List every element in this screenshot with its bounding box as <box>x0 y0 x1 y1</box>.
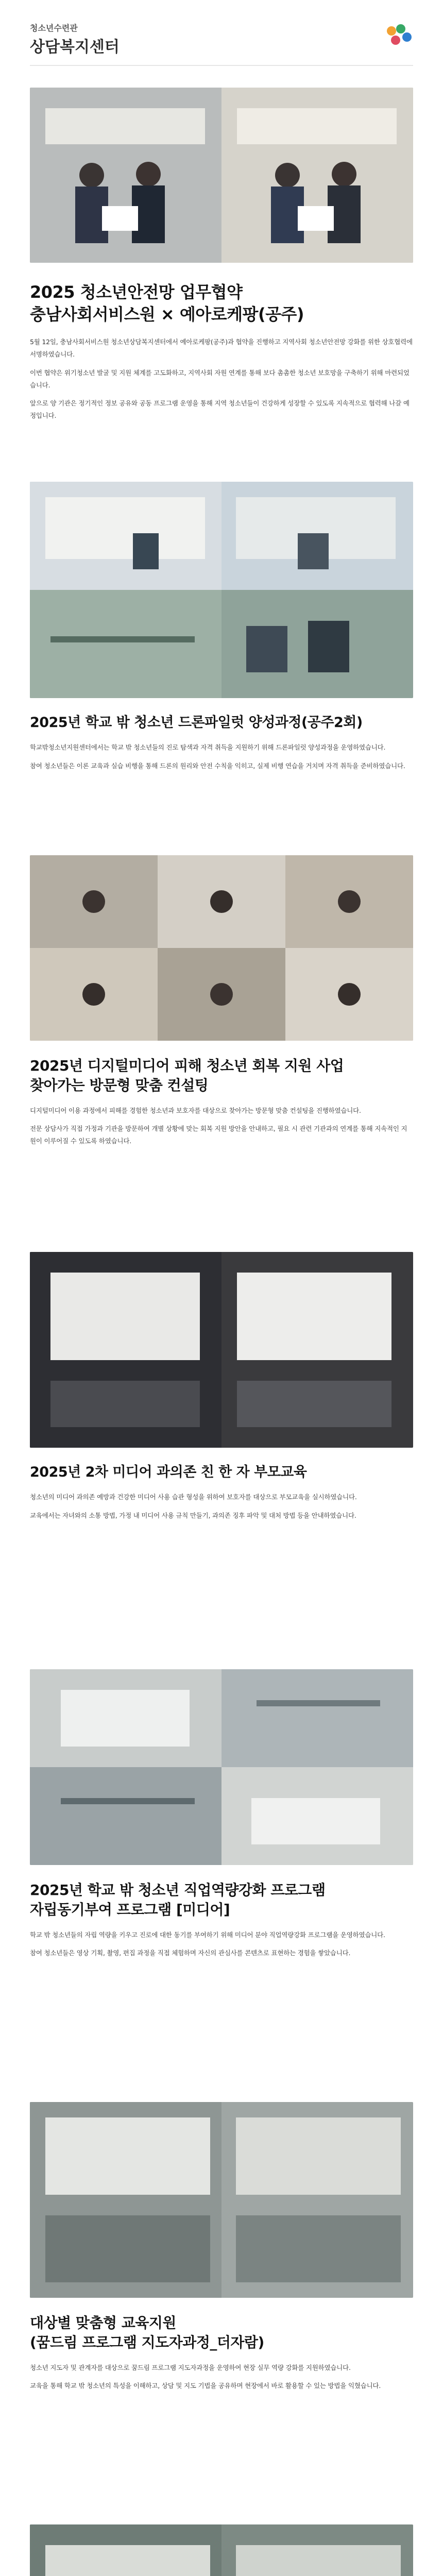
article-paragraph: 학교밖청소년지원센터에서는 학교 밖 청소년들의 진로 탐색과 자격 취득을 지원하기 위해 드론파일럿 양성과정을 운영하였습니다. <box>30 743 386 752</box>
media-program-photo <box>30 1669 413 1865</box>
article-photo <box>30 1252 413 1448</box>
article-title-line: 2025년 2차 미디어 과의존 친 한 자 부모교육 <box>30 1464 307 1480</box>
parent-education-photo <box>30 1252 413 1448</box>
article-photo <box>30 1669 413 1865</box>
article-paragraph: 이번 협약은 위기청소년 발굴 및 지원 체계를 고도화하고, 지역사회 자원 연계를 통해 보다 촘촘한 청소년 보호망을 구축하기 위해 마련되었습니다. <box>30 368 410 389</box>
article-title <box>30 1880 413 1920</box>
news-article <box>30 482 413 778</box>
article-title-line: 2025년 학교 밖 청소년 드론파일럿 양성과정(공주2회) <box>30 715 363 731</box>
news-article <box>30 2102 413 2398</box>
header <box>0 0 443 77</box>
article-title-line: 찾아가는 방문형 맞춤 컨설팅 <box>30 1076 209 1094</box>
article-title <box>30 1463 413 1482</box>
article-paragraph: 앞으로 양 기관은 정기적인 정보 공유와 공동 프로그램 운영을 통해 지역 청소년들이 건강하게 성장할 수 있도록 지속적으로 협력해 나갈 예정입니다. <box>30 399 410 420</box>
drone-class-photo <box>30 482 413 698</box>
article-paragraph: 학교 밖 청소년들의 자립 역량을 키우고 진로에 대한 동기를 부여하기 위해 미디어 분야 직업역량강화 프로그램을 운영하였습니다. <box>30 1930 385 1939</box>
article-title-line: 자립동기부여 프로그램 [미디어] <box>30 1901 230 1918</box>
article-paragraph: 교육에서는 자녀와의 소통 방법, 가정 내 미디어 사용 규칙 만들기, 과의존 징후 파악 및 대처 방법 등을 안내하였습니다. <box>30 1512 356 1520</box>
article-paragraph: 교육을 통해 학교 밖 청소년의 특성을 이해하고, 상담 및 지도 기법을 공유하며 현장에서 바로 활용할 수 있는 방법을 익혔습니다. <box>30 2382 381 2390</box>
article-paragraph: 5월 12일, 충남사회서비스원 청소년상담복지센터에서 예아로케팡(공주)과 협약을 진행하고 지역사회 청소년안전망 강화를 위한 상호협력에 서명하였습니다. <box>30 338 413 359</box>
center-subtitle: 청소년수련관 <box>30 23 78 33</box>
article-title <box>30 2313 413 2352</box>
article-paragraph: 디지털미디어 이용 과정에서 피해를 경험한 청소년과 보호자를 대상으로 찾아가는 방문형 맞춤 컨설팅을 진행하였습니다. <box>30 1106 361 1114</box>
article-photo <box>30 88 413 263</box>
article-title-line: 대상별 맞춤형 교육지원 <box>30 2314 176 2331</box>
article-title-line: 충남사회서비스원 × 예아로케팡(공주) <box>30 304 304 325</box>
article-body <box>30 1491 413 1522</box>
organization-logo <box>383 20 414 50</box>
header-divider <box>30 65 413 66</box>
article-photo <box>30 855 413 1041</box>
article-title <box>30 281 413 326</box>
article-title-line: 2025년 학교 밖 청소년 직업역량강화 프로그램 <box>30 1882 326 1899</box>
article-body <box>30 741 413 772</box>
article-title-line: 2025 청소년안전망 업무협약 <box>30 282 243 302</box>
article-body <box>30 2362 413 2393</box>
article-body <box>30 1929 413 1960</box>
article-body <box>30 336 413 422</box>
news-article <box>30 2524 413 2576</box>
center-title: 상담복지센터 <box>30 38 120 56</box>
article-paragraph: 청소년의 미디어 과의존 예방과 건강한 미디어 사용 습관 형성을 위하여 보호자를 대상으로 부모교육을 실시하였습니다. <box>30 1493 357 1501</box>
article-paragraph: 참여 청소년들은 이론 교육과 실습 비행을 통해 드론의 원리와 안전 수칙을 익히고, 실제 비행 연습을 거치며 자격 취득을 준비하였습니다. <box>30 762 405 770</box>
article-title <box>30 1056 413 1095</box>
article-paragraph: 전문 상담사가 직접 가정과 기관을 방문하여 개별 상황에 맞는 회복 지원 방안을 안내하고, 필요 시 관련 기관과의 연계를 통해 지속적인 지원이 이루어질 수 있도록 하였습니다. <box>30 1125 407 1145</box>
article-title-line: 2025년 디지털미디어 피해 청소년 회복 지원 사업 <box>30 1057 344 1074</box>
news-article <box>30 88 413 428</box>
article-photo <box>30 482 413 698</box>
news-article <box>30 1669 413 1965</box>
article-photo <box>30 2102 413 2298</box>
article-paragraph: 참여 청소년들은 영상 기획, 촬영, 편집 과정을 직접 체험하며 자신의 관심사를 콘텐츠로 표현하는 경험을 쌓았습니다. <box>30 1949 351 1957</box>
team-building-photo <box>30 2524 413 2576</box>
news-article <box>30 1252 413 1528</box>
article-paragraph: 청소년 지도자 및 관계자를 대상으로 꿈드림 프로그램 지도자과정을 운영하여 현장 실무 역량 강화를 지원하였습니다. <box>30 2363 351 2371</box>
leader-course-photo <box>30 2102 413 2298</box>
article-body <box>30 1105 413 1147</box>
article-photo <box>30 2524 413 2576</box>
signing-ceremony-photo <box>30 88 413 263</box>
news-article <box>30 855 413 1154</box>
article-title <box>30 714 413 732</box>
article-title-line: (꿈드림 프로그램 지도자과정_더자람) <box>30 2333 264 2351</box>
consulting-visit-photo <box>30 855 413 1041</box>
